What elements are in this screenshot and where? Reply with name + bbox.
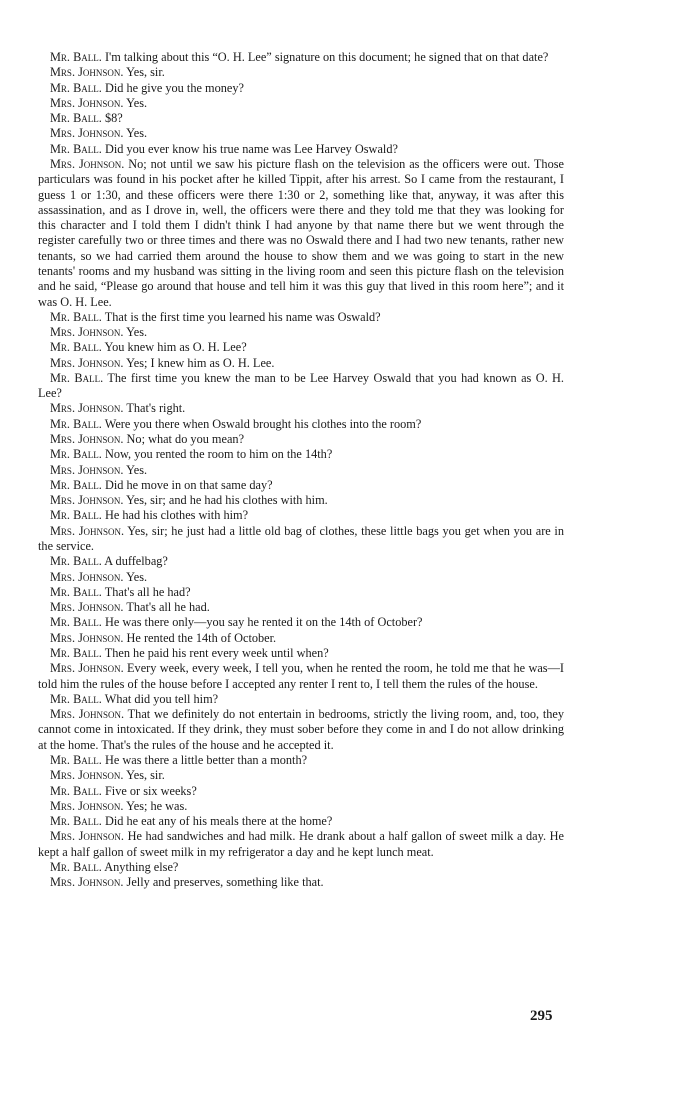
speech-text: Yes.: [126, 462, 148, 477]
speech-text: A duffelbag?: [104, 554, 168, 569]
transcript-paragraph: [38, 371, 564, 402]
speaker-name: Mrs. Johnson.: [50, 156, 125, 171]
transcript-paragraph: [38, 661, 564, 692]
speech-text: That we definitely do not entertain in bedrooms, strictly the living room, and, too, they cannot come in intoxicated. If they drink, they must sober before they come in and I do not allow drinking at the home. That's the rules of the house and he accepted it.: [38, 707, 564, 752]
transcript-paragraph: [38, 447, 564, 462]
transcript-paragraph: [38, 707, 564, 753]
transcript-paragraph: [38, 615, 564, 630]
speech-text: That's all he had?: [104, 584, 191, 599]
transcript-paragraph: [38, 401, 564, 416]
transcript-paragraph: [38, 814, 564, 829]
speech-text: Were you there when Oswald brought his clothes into the room?: [104, 416, 422, 431]
speaker-name: Mr. Ball.: [50, 814, 102, 829]
speech-text: I'm talking about this “O. H. Lee” signature on this document; he signed that on that date?: [104, 50, 549, 64]
transcript-paragraph: [38, 860, 564, 875]
speaker-name: Mr. Ball.: [50, 554, 102, 569]
speech-text: The first time you knew the man to be Lee Harvey Oswald that you had known as O. H. Lee?: [38, 370, 564, 401]
speech-text: No; what do you mean?: [126, 432, 245, 447]
speech-text: Yes.: [126, 569, 148, 584]
speaker-name: Mr. Ball.: [50, 111, 102, 126]
transcript-paragraph: [38, 570, 564, 585]
transcript-paragraph: [38, 478, 564, 493]
speaker-name: Mr. Ball.: [50, 691, 102, 706]
speech-text: He was there only—you say he rented it on the 14th of October?: [104, 615, 423, 630]
speech-text: What did you tell him?: [104, 691, 219, 706]
speaker-name: Mr. Ball.: [50, 340, 102, 355]
speech-text: That's right.: [126, 401, 186, 416]
speaker-name: Mrs. Johnson.: [50, 569, 124, 584]
transcript-paragraph: [38, 310, 564, 325]
speaker-name: Mrs. Johnson.: [50, 325, 124, 340]
transcript-paragraph: [38, 50, 564, 65]
speech-text: Yes, sir.: [126, 768, 165, 783]
transcript-paragraph: [38, 493, 564, 508]
speaker-name: Mr. Ball.: [50, 370, 104, 385]
speech-text: Did he give you the money?: [104, 80, 244, 95]
speaker-name: Mr. Ball.: [50, 645, 102, 660]
speech-text: Five or six weeks?: [104, 783, 197, 798]
transcript-paragraph: [38, 631, 564, 646]
speech-text: Yes, sir.: [126, 65, 165, 80]
speaker-name: Mrs. Johnson.: [50, 493, 124, 508]
transcript-paragraph: [38, 325, 564, 340]
transcript-paragraph: [38, 111, 564, 126]
speaker-name: Mr. Ball.: [50, 752, 102, 767]
speech-text: He had his clothes with him?: [104, 508, 249, 523]
speaker-name: Mr. Ball.: [50, 447, 102, 462]
transcript-paragraph: [38, 554, 564, 569]
transcript-paragraph: [38, 829, 564, 860]
speech-text: You knew him as O. H. Lee?: [104, 340, 247, 355]
speaker-name: Mr. Ball.: [50, 508, 102, 523]
transcript-paragraph: [38, 784, 564, 799]
transcript-paragraph: [38, 646, 564, 661]
speaker-name: Mr. Ball.: [50, 80, 102, 95]
speaker-name: Mrs. Johnson.: [50, 432, 124, 447]
speech-text: Yes.: [126, 95, 148, 110]
speech-text: Yes.: [126, 325, 148, 340]
transcript-paragraph: [38, 417, 564, 432]
speaker-name: Mrs. Johnson.: [50, 126, 124, 141]
transcript-paragraph: [38, 340, 564, 355]
speech-text: Yes, sir; and he had his clothes with him.: [126, 493, 328, 508]
transcript-paragraph: [38, 96, 564, 111]
speech-text: $8?: [104, 111, 123, 126]
speaker-name: Mrs. Johnson.: [50, 707, 125, 722]
speech-text: Did he eat any of his meals there at the home?: [104, 814, 333, 829]
speaker-name: Mr. Ball.: [50, 416, 102, 431]
speech-text: Jelly and preserves, something like that.: [126, 875, 324, 890]
speaker-name: Mr. Ball.: [50, 141, 102, 156]
speaker-name: Mrs. Johnson.: [50, 600, 124, 615]
speech-text: He rented the 14th of October.: [126, 630, 277, 645]
speech-text: He had sandwiches and had milk. He drank about a half gallon of sweet milk a day. He kept a half gallon of sweet milk in my refrigerator a day and he kept lunch meat.: [38, 829, 564, 859]
transcript-paragraph: [38, 585, 564, 600]
speaker-name: Mrs. Johnson.: [50, 768, 124, 783]
speaker-name: Mrs. Johnson.: [50, 401, 124, 416]
speech-text: Yes, sir; he just had a little old bag of clothes, these little bags you get when you are in the service.: [38, 523, 564, 553]
transcript-paragraph: [38, 524, 564, 555]
speech-text: Every week, every week, I tell you, when he rented the room, he told me that he was—I told him the rules of the house before I accepted any renter I rent to, I tell them the rules of the house.: [38, 661, 564, 691]
speech-text: No; not until we saw his picture flash on the television as the officers were out. Those particulars was found in his pocket after he killed Tippit, after his arrest. So I came from the restaurant, I guess 1 or 1:30, and these officers were there 1:30 or 2, something like that, anyway, it was after this assassination, and as I drove in, well, the officers were there and they told me that they was looking for this character and I told them I didn't think I had anyone by that name there but we went through the register carefully two or three times and there was no Oswald there and I had two new tenants, rather new tenants, so we had carried them around the house to show them and we was going to start in the new tenants' rooms and my husband was sitting in the living room and seen this picture flash on the television and he said, “Please go around that house and tell him it was this guy that lived in this room here”; and it was O. H. Lee.: [38, 156, 564, 309]
transcript-paragraph: [38, 753, 564, 768]
speech-text: Did you ever know his true name was Lee Harvey Oswald?: [104, 141, 398, 156]
speaker-name: Mrs. Johnson.: [50, 65, 124, 80]
transcript-paragraph: [38, 432, 564, 447]
speaker-name: Mrs. Johnson.: [50, 355, 124, 370]
transcript-paragraph: [38, 875, 564, 890]
speaker-name: Mrs. Johnson.: [50, 630, 124, 645]
speaker-name: Mrs. Johnson.: [50, 798, 124, 813]
transcript-paragraph: [38, 768, 564, 783]
transcript-body: [38, 50, 564, 890]
speech-text: Yes; I knew him as O. H. Lee.: [126, 355, 275, 370]
page-number: 295: [530, 1008, 553, 1024]
speaker-name: Mr. Ball.: [50, 783, 102, 798]
speaker-name: Mr. Ball.: [50, 615, 102, 630]
transcript-paragraph: [38, 799, 564, 814]
transcript-paragraph: [38, 81, 564, 96]
transcript-paragraph: [38, 463, 564, 478]
speaker-name: Mrs. Johnson.: [50, 523, 125, 538]
speech-text: Yes.: [126, 126, 148, 141]
transcript-paragraph: [38, 692, 564, 707]
speech-text: He was there a little better than a month?: [104, 752, 308, 767]
speaker-name: Mr. Ball.: [50, 477, 102, 492]
speech-text: Now, you rented the room to him on the 14th?: [104, 447, 333, 462]
transcript-paragraph: [38, 508, 564, 523]
speech-text: Yes; he was.: [126, 798, 188, 813]
speech-text: Anything else?: [104, 859, 179, 874]
speaker-name: Mr. Ball.: [50, 859, 102, 874]
speaker-name: Mr. Ball.: [50, 309, 102, 324]
speech-text: Then he paid his rent every week until when?: [104, 645, 329, 660]
transcript-paragraph: [38, 157, 564, 310]
transcript-paragraph: [38, 126, 564, 141]
transcript-paragraph: [38, 142, 564, 157]
transcript-paragraph: [38, 600, 564, 615]
speaker-name: Mr. Ball.: [50, 50, 102, 64]
speaker-name: Mrs. Johnson.: [50, 95, 124, 110]
speaker-name: Mr. Ball.: [50, 584, 102, 599]
speaker-name: Mrs. Johnson.: [50, 875, 124, 890]
speech-text: Did he move in on that same day?: [104, 477, 273, 492]
speech-text: That is the first time you learned his name was Oswald?: [104, 309, 381, 324]
transcript-paragraph: [38, 356, 564, 371]
speaker-name: Mrs. Johnson.: [50, 661, 124, 676]
speech-text: That's all he had.: [126, 600, 210, 615]
speaker-name: Mrs. Johnson.: [50, 829, 124, 844]
transcript-paragraph: [38, 65, 564, 80]
speaker-name: Mrs. Johnson.: [50, 462, 124, 477]
